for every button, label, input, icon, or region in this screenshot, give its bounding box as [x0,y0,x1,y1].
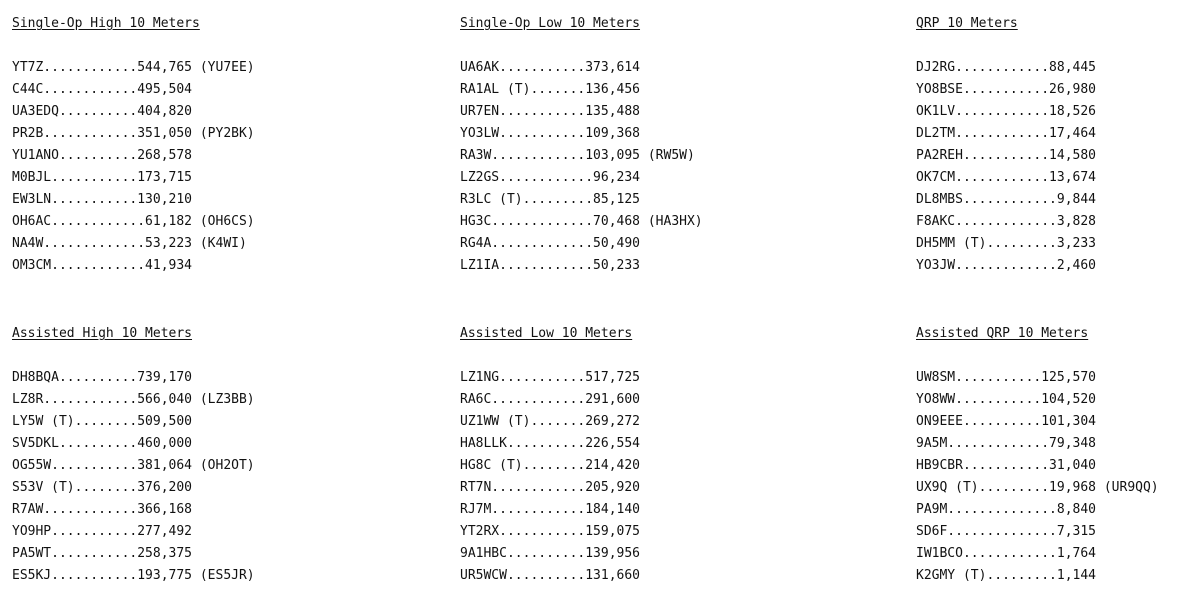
result-row: S53V (T)........376,200 [12,480,193,495]
result-row: LZ2GS............96,234 [460,170,641,185]
result-row: RJ7M............184,140 [460,502,641,517]
result-row: PA9M..............8,840 [916,502,1097,517]
result-row: OK1LV............18,526 [916,104,1097,119]
result-row: RA6C............291,600 [460,392,641,407]
result-row: NA4W.............53,223 (K4WI) [12,236,247,251]
result-row: YO8BSE...........26,980 [916,82,1097,97]
result-row: RG4A.............50,490 [460,236,641,251]
result-row: DH5MM (T).........3,233 [916,236,1097,251]
result-row: R7AW............366,168 [12,502,193,517]
section-title: Assisted QRP 10 Meters [916,326,1089,341]
result-row: OM3CM............41,934 [12,258,193,273]
section-single-op-high [12,13,255,277]
result-row: YO3LW...........109,368 [460,126,641,141]
section-title: Single-Op Low 10 Meters [460,16,641,31]
result-row: UA6AK...........373,614 [460,60,641,75]
section-title: Single-Op High 10 Meters [12,16,200,31]
results-list [12,367,255,587]
result-row: UZ1WW (T).......269,272 [460,414,641,429]
result-row: YU1ANO..........268,578 [12,148,193,163]
result-row: C44C............495,504 [12,82,193,97]
result-row: IW1BCO............1,764 [916,546,1097,561]
results-list [12,57,255,277]
result-row: LZ1NG...........517,725 [460,370,641,385]
result-row: RA3W............103,095 (RW5W) [460,148,695,163]
result-row: HB9CBR...........31,040 [916,458,1097,473]
result-row: YT2RX...........159,075 [460,524,641,539]
results-list [916,57,1096,277]
result-row: SV5DKL..........460,000 [12,436,193,451]
section-title: Assisted High 10 Meters [12,326,193,341]
result-row: DL2TM............17,464 [916,126,1097,141]
result-row: ES5KJ...........193,775 (ES5JR) [12,568,255,583]
result-row: SD6F..............7,315 [916,524,1097,539]
result-row: 9A1HBC..........139,956 [460,546,641,561]
section-qrp [916,13,1096,277]
result-row: EW3LN...........130,210 [12,192,193,207]
result-row: DL8MBS............9,844 [916,192,1097,207]
result-row: LZ1IA............50,233 [460,258,641,273]
result-row: UR5WCW..........131,660 [460,568,641,583]
result-row: DJ2RG............88,445 [916,60,1097,75]
result-row: YO8WW...........104,520 [916,392,1097,407]
section-assisted-qrp [916,323,1159,587]
result-row: R3LC (T).........85,125 [460,192,641,207]
result-row: HG8C (T)........214,420 [460,458,641,473]
result-row: OH6AC............61,182 (OH6CS) [12,214,255,229]
result-row: UA3EDQ..........404,820 [12,104,193,119]
section-title: QRP 10 Meters [916,16,1018,31]
result-row: 9A5M.............79,348 [916,436,1097,451]
result-row: LZ8R............566,040 (LZ3BB) [12,392,255,407]
results-list [916,367,1159,587]
section-assisted-low [460,323,640,587]
results-list [460,57,703,277]
section-title: Assisted Low 10 Meters [460,326,633,341]
result-row: UX9Q (T).........19,968 (UR9QQ) [916,480,1159,495]
result-row: F8AKC.............3,828 [916,214,1097,229]
result-row: UW8SM...........125,570 [916,370,1097,385]
result-row: PR2B............351,050 (PY2BK) [12,126,255,141]
result-row: DH8BQA..........739,170 [12,370,193,385]
section-single-op-low [460,13,703,277]
result-row: PA2REH...........14,580 [916,148,1097,163]
result-row: OK7CM............13,674 [916,170,1097,185]
result-row: YO9HP...........277,492 [12,524,193,539]
result-row: ON9EEE..........101,304 [916,414,1097,429]
result-row: YT7Z............544,765 (YU7EE) [12,60,255,75]
result-row: UR7EN...........135,488 [460,104,641,119]
result-row: K2GMY (T).........1,144 [916,568,1097,583]
result-row: OG55W...........381,064 (OH2OT) [12,458,255,473]
section-assisted-high [12,323,255,587]
result-row: RA1AL (T).......136,456 [460,82,641,97]
result-row: LY5W (T)........509,500 [12,414,193,429]
result-row: HG3C.............70,468 (HA3HX) [460,214,703,229]
result-row: YO3JW.............2,460 [916,258,1097,273]
result-row: RT7N............205,920 [460,480,641,495]
result-row: M0BJL...........173,715 [12,170,193,185]
result-row: PA5WT...........258,375 [12,546,193,561]
results-list [460,367,640,587]
result-row: HA8LLK..........226,554 [460,436,641,451]
